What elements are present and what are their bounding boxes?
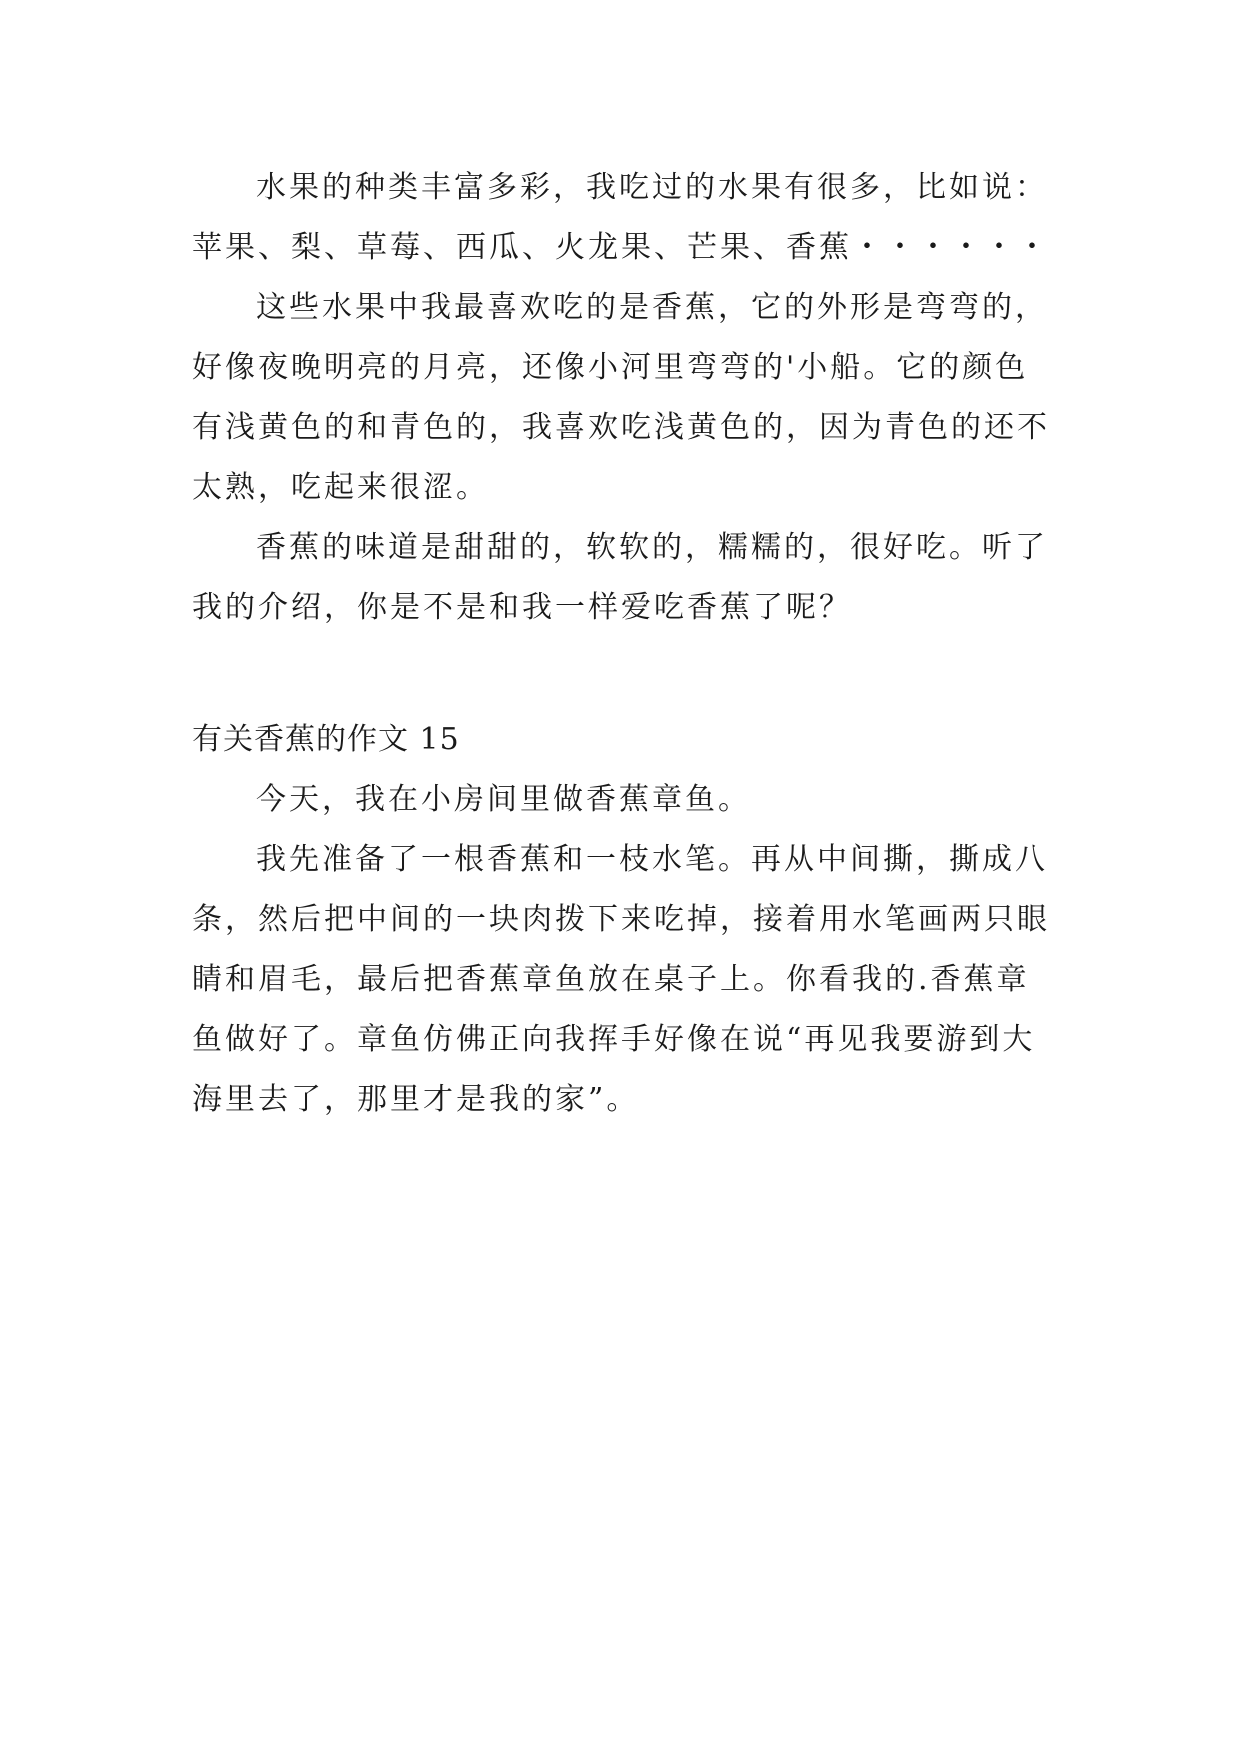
paragraph-line: 条，然后把中间的一块肉拨下来吃掉，接着用水笔画两只眼 <box>192 902 1050 937</box>
section-heading: 有关香蕉的作文 15 <box>192 722 460 757</box>
paragraph-line: 今天，我在小房间里做香蕉章鱼。 <box>256 782 751 817</box>
paragraph-line: 这些水果中我最喜欢吃的是香蕉，它的外形是弯弯的， <box>256 290 1048 325</box>
paragraph-line: 好像夜晚明亮的月亮，还像小河里弯弯的'小船。它的颜色 <box>192 350 1029 385</box>
paragraph-line: 水果的种类丰富多彩，我吃过的水果有很多，比如说： <box>256 170 1048 205</box>
paragraph-line: 睛和眉毛，最后把香蕉章鱼放在桌子上。你看我的.香蕉章 <box>192 962 1030 997</box>
paragraph-line: 苹果、梨、草莓、西瓜、火龙果、芒果、香蕉・・・・・・ <box>192 230 1050 265</box>
paragraph-line: 太熟，吃起来很涩。 <box>192 470 489 505</box>
paragraph-line: 海里去了，那里才是我的家”。 <box>192 1082 640 1117</box>
document-body <box>192 158 1072 1130</box>
paragraph-line: 我的介绍，你是不是和我一样爱吃香蕉了呢？ <box>192 590 852 625</box>
section-spacer <box>192 638 1072 710</box>
paragraph-line: 有浅黄色的和青色的，我喜欢吃浅黄色的，因为青色的还不 <box>192 410 1050 445</box>
paragraph-line: 鱼做好了。章鱼仿佛正向我挥手好像在说“再见我要游到大 <box>192 1022 1036 1057</box>
paragraph-line: 香蕉的味道是甜甜的，软软的，糯糯的，很好吃。听了 <box>256 530 1048 565</box>
paragraph-line: 我先准备了一根香蕉和一枝水笔。再从中间撕，撕成八 <box>256 842 1048 877</box>
